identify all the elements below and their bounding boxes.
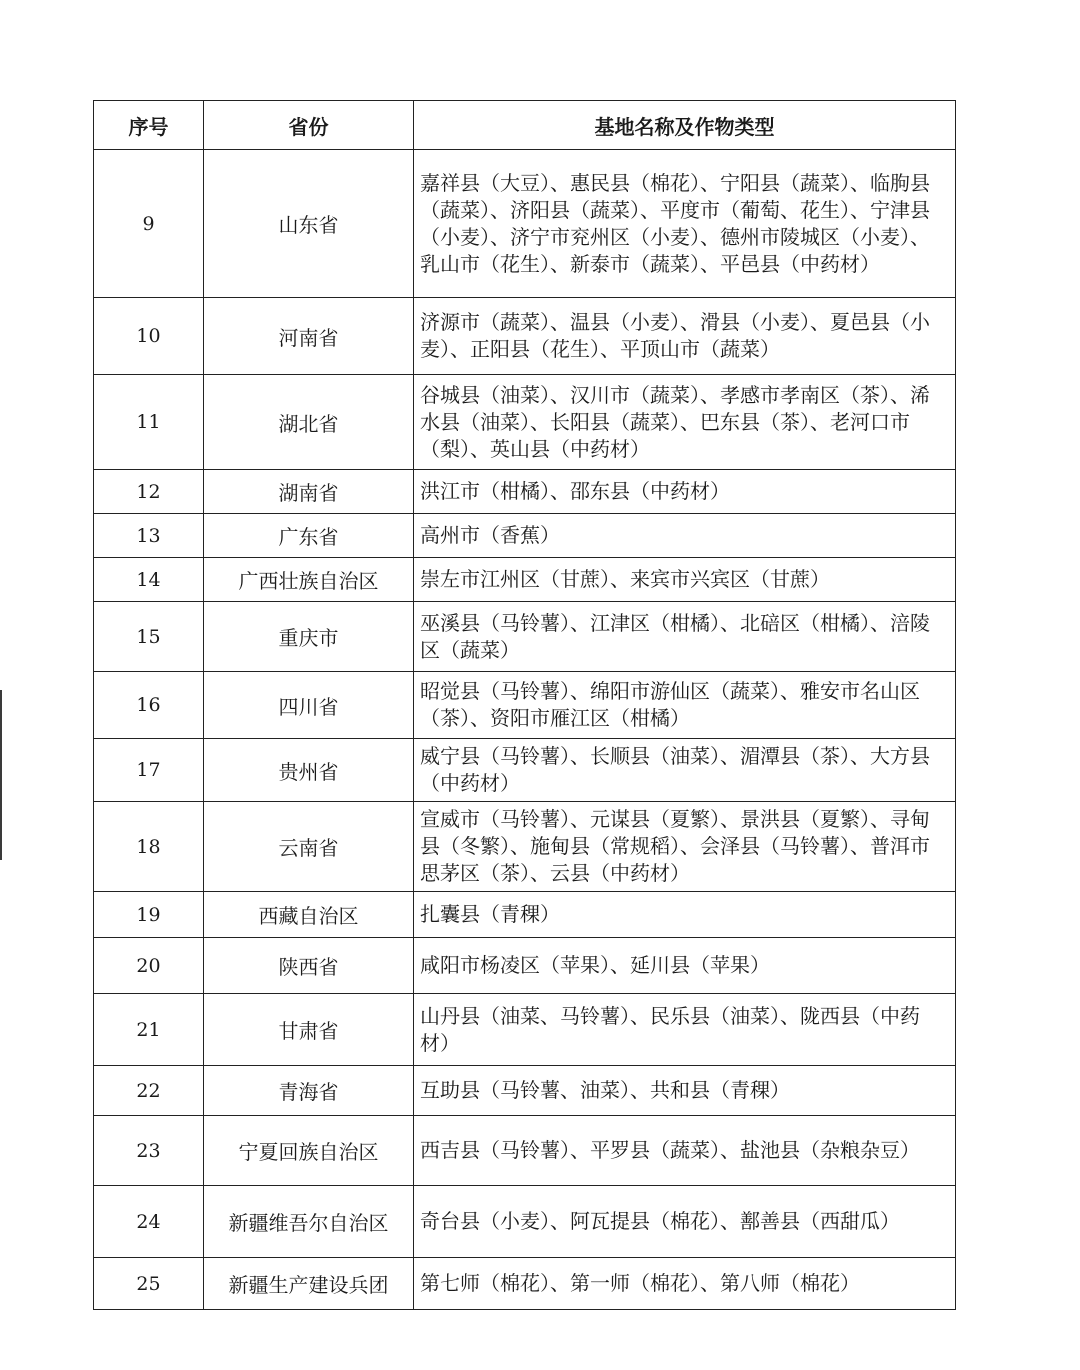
row-bases: 奇台县（小麦）、阿瓦提县（棉花）、鄯善县（西甜瓜） <box>414 1186 956 1258</box>
row-province: 广西壮族自治区 <box>204 558 414 602</box>
table-row <box>94 1186 956 1258</box>
row-bases: 崇左市江州区（甘蔗）、来宾市兴宾区（甘蔗） <box>414 558 956 602</box>
row-province: 宁夏回族自治区 <box>204 1116 414 1186</box>
row-province: 重庆市 <box>204 602 414 672</box>
row-province: 贵州省 <box>204 739 414 802</box>
row-bases: 宣威市（马铃薯）、元谋县（夏繁）、景洪县（夏繁）、寻甸县（冬繁）、施甸县（常规稻）、会泽县（马铃薯）、普洱市思茅区（茶）、云县（中药材） <box>414 802 956 892</box>
base-table <box>93 100 956 1310</box>
table-row <box>94 1116 956 1186</box>
row-number: 17 <box>94 739 204 802</box>
row-province: 湖南省 <box>204 470 414 514</box>
table-row <box>94 558 956 602</box>
row-number: 20 <box>94 938 204 994</box>
row-province: 甘肃省 <box>204 994 414 1066</box>
row-bases: 谷城县（油菜）、汉川市（蔬菜）、孝感市孝南区（茶）、浠水县（油菜）、长阳县（蔬菜）、巴东县（茶）、老河口市（梨）、英山县（中药材） <box>414 375 956 470</box>
table-row <box>94 892 956 938</box>
row-province: 新疆生产建设兵团 <box>204 1258 414 1310</box>
table-row <box>94 1066 956 1116</box>
row-province: 河南省 <box>204 298 414 375</box>
row-number: 23 <box>94 1116 204 1186</box>
row-province: 湖北省 <box>204 375 414 470</box>
table-row <box>94 514 956 558</box>
header-province: 省份 <box>204 101 414 150</box>
row-bases: 巫溪县（马铃薯）、江津区（柑橘）、北碚区（柑橘）、涪陵区（蔬菜） <box>414 602 956 672</box>
row-number: 9 <box>94 150 204 298</box>
row-number: 10 <box>94 298 204 375</box>
table-row <box>94 375 956 470</box>
row-bases: 高州市（香蕉） <box>414 514 956 558</box>
row-bases: 威宁县（马铃薯）、长顺县（油菜）、湄潭县（茶）、大方县（中药材） <box>414 739 956 802</box>
row-number: 16 <box>94 672 204 739</box>
row-bases: 洪江市（柑橘）、邵东县（中药材） <box>414 470 956 514</box>
table-header <box>94 101 956 150</box>
row-bases: 昭觉县（马铃薯）、绵阳市游仙区（蔬菜）、雅安市名山区（茶）、资阳市雁江区（柑橘） <box>414 672 956 739</box>
row-number: 25 <box>94 1258 204 1310</box>
table-row <box>94 739 956 802</box>
row-number: 24 <box>94 1186 204 1258</box>
table-row <box>94 602 956 672</box>
row-number: 22 <box>94 1066 204 1116</box>
page-edge-mark <box>0 690 2 860</box>
row-bases: 扎囊县（青稞） <box>414 892 956 938</box>
row-number: 15 <box>94 602 204 672</box>
row-province: 四川省 <box>204 672 414 739</box>
table-row <box>94 938 956 994</box>
row-bases: 咸阳市杨凌区（苹果）、延川县（苹果） <box>414 938 956 994</box>
row-bases: 第七师（棉花）、第一师（棉花）、第八师（棉花） <box>414 1258 956 1310</box>
table-row <box>94 470 956 514</box>
row-province: 云南省 <box>204 802 414 892</box>
row-bases: 济源市（蔬菜）、温县（小麦）、滑县（小麦）、夏邑县（小麦）、正阳县（花生）、平顶山市（蔬菜） <box>414 298 956 375</box>
table-row <box>94 672 956 739</box>
row-province: 青海省 <box>204 1066 414 1116</box>
row-number: 18 <box>94 802 204 892</box>
table-body <box>94 150 956 1310</box>
header-row <box>94 101 956 150</box>
table-row <box>94 802 956 892</box>
row-province: 山东省 <box>204 150 414 298</box>
row-number: 11 <box>94 375 204 470</box>
row-bases: 嘉祥县（大豆）、惠民县（棉花）、宁阳县（蔬菜）、临朐县（蔬菜）、济阳县（蔬菜）、平度市（葡萄、花生）、宁津县（小麦）、济宁市兖州区（小麦）、德州市陵城区（小麦）、乳山市（花生）、新泰市（蔬菜）、平邑县（中药材） <box>414 150 956 298</box>
row-province: 新疆维吾尔自治区 <box>204 1186 414 1258</box>
row-bases: 西吉县（马铃薯）、平罗县（蔬菜）、盐池县（杂粮杂豆） <box>414 1116 956 1186</box>
table-row <box>94 994 956 1066</box>
table-row <box>94 1258 956 1310</box>
row-bases: 山丹县（油菜、马铃薯）、民乐县（油菜）、陇西县（中药材） <box>414 994 956 1066</box>
row-province: 陕西省 <box>204 938 414 994</box>
row-number: 14 <box>94 558 204 602</box>
row-number: 21 <box>94 994 204 1066</box>
row-province: 广东省 <box>204 514 414 558</box>
row-number: 12 <box>94 470 204 514</box>
table-row <box>94 298 956 375</box>
header-number: 序号 <box>94 101 204 150</box>
row-number: 19 <box>94 892 204 938</box>
row-number: 13 <box>94 514 204 558</box>
row-bases: 互助县（马铃薯、油菜）、共和县（青稞） <box>414 1066 956 1116</box>
row-province: 西藏自治区 <box>204 892 414 938</box>
table-row <box>94 150 956 298</box>
header-bases: 基地名称及作物类型 <box>414 101 956 150</box>
